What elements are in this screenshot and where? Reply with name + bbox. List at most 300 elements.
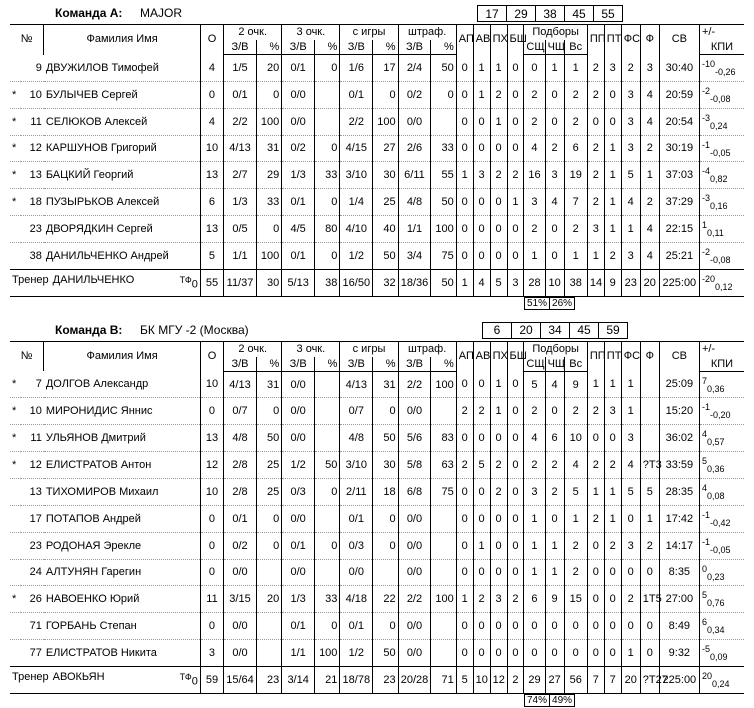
player-fg3p — [315, 108, 340, 135]
player-fg2: 2/2 — [224, 108, 257, 135]
total-vs: 56 — [564, 666, 587, 693]
kpi-value: -0,42 — [709, 517, 731, 528]
total-kpi — [699, 666, 744, 693]
player-kpi — [699, 55, 744, 82]
quarter-score: 45 — [569, 322, 599, 339]
player-px: 2 — [490, 162, 507, 189]
total-kpi — [699, 269, 744, 296]
table-row — [10, 135, 744, 162]
table-row — [10, 189, 744, 216]
player-chsh: 1 — [545, 559, 564, 586]
player-pp: 1 — [587, 478, 604, 505]
player-ftp: 50 — [431, 55, 456, 82]
player-av: 2 — [473, 586, 490, 613]
quarter-score: 55 — [593, 5, 623, 22]
technical-fouls-value: 0 — [191, 676, 198, 689]
player-pts: 0 — [200, 559, 223, 586]
table-row — [10, 640, 744, 667]
player-ftp: 50 — [431, 189, 456, 216]
player-fg: 0/1 — [340, 81, 373, 108]
kpi-value: -0,05 — [709, 147, 731, 158]
table-row — [10, 81, 744, 108]
player-f: 2 — [640, 135, 659, 162]
player-fg2p: 31 — [256, 135, 281, 162]
header-chsh: ЧЩ — [545, 357, 564, 372]
plus-minus-value: -4 — [701, 166, 710, 177]
kpi-value: 0,36 — [706, 383, 725, 394]
header-fg2-made-att: З/В — [224, 40, 257, 55]
player-fg3p: 0 — [315, 532, 340, 559]
coach-cell — [10, 666, 200, 693]
header-pt: ПТ — [604, 25, 621, 55]
player-px: 0 — [490, 216, 507, 243]
player-num: 71 — [21, 613, 44, 640]
player-kpi — [699, 532, 744, 559]
player-pt: 1 — [604, 189, 621, 216]
player-pts: 0 — [200, 81, 223, 108]
header-vs: Вс — [564, 40, 587, 55]
player-fg3p: 0 — [315, 189, 340, 216]
player-chsh: 4 — [545, 371, 564, 398]
player-fgp: 17 — [373, 55, 398, 82]
rebound-pct: 51% — [524, 297, 550, 310]
total-ap: 5 — [456, 666, 473, 693]
player-name: ЕЛИСТРАТОВ Антон — [44, 452, 201, 479]
header-ap: АП — [456, 25, 473, 55]
player-sch: 0 — [524, 55, 545, 82]
player-fg: 4/8 — [340, 425, 373, 452]
total-fgp: 32 — [373, 269, 398, 296]
plus-minus-value: 7 — [701, 375, 707, 386]
player-kpi — [699, 189, 744, 216]
player-ft: 0/0 — [398, 108, 431, 135]
player-f: 0 — [640, 613, 659, 640]
player-fg3: 0/0 — [282, 108, 315, 135]
player-pts: 13 — [200, 425, 223, 452]
player-fg3: 0/1 — [282, 532, 315, 559]
player-bsh: 0 — [507, 478, 524, 505]
player-vs: 7 — [564, 189, 587, 216]
player-fs: 1 — [621, 398, 640, 425]
player-fg2p: 0 — [256, 532, 281, 559]
player-av: 0 — [473, 613, 490, 640]
team-total-row — [10, 666, 744, 693]
player-name: КАРШУНОВ Григорий — [44, 135, 201, 162]
player-pts: 10 — [200, 371, 223, 398]
team-a-label: Команда A: — [55, 6, 123, 20]
player-px: 0 — [490, 242, 507, 269]
technical-fouls-value: 0 — [191, 279, 198, 291]
player-pts: 10 — [200, 478, 223, 505]
player-fs: 0 — [621, 559, 640, 586]
player-av: 0 — [473, 478, 490, 505]
player-fg3p: 80 — [315, 216, 340, 243]
team-b-pct-box — [524, 694, 574, 707]
player-star — [10, 532, 21, 559]
player-fg2p: 20 — [256, 586, 281, 613]
player-fg2: 0/0 — [224, 559, 257, 586]
rebound-pct: 49% — [549, 694, 575, 707]
total-kpi-value: 0,24 — [711, 678, 730, 689]
header-vs: Вс — [564, 357, 587, 372]
player-pp: 2 — [587, 398, 604, 425]
player-kpi — [699, 478, 744, 505]
player-sv: 17:42 — [659, 505, 699, 532]
player-f: 4 — [640, 216, 659, 243]
player-name: ДВОРЯДКИН Сергей — [44, 216, 201, 243]
player-name: ТИХОМИРОВ Михаил — [44, 478, 201, 505]
player-pt: 0 — [604, 108, 621, 135]
player-fg3: 1/2 — [282, 452, 315, 479]
player-fg: 4/13 — [340, 371, 373, 398]
player-fg2: 2/8 — [224, 478, 257, 505]
total-fg: 16/50 — [340, 269, 373, 296]
player-bsh: 0 — [507, 613, 524, 640]
header-sv: СВ — [659, 341, 699, 371]
player-fg2p: 29 — [256, 162, 281, 189]
header-pts: О — [200, 341, 223, 371]
player-f: 2 — [640, 189, 659, 216]
rebound-pct: 26% — [549, 297, 575, 310]
player-bsh: 0 — [507, 108, 524, 135]
player-vs: 4 — [564, 452, 587, 479]
header-fg2-made-att: З/В — [224, 357, 257, 372]
player-fg3: 0/0 — [282, 371, 315, 398]
total-f: ?T27 — [640, 666, 659, 693]
player-kpi — [699, 135, 744, 162]
table-row — [10, 613, 744, 640]
player-fs: 3 — [621, 242, 640, 269]
player-sv: 37:03 — [659, 162, 699, 189]
player-pt: 3 — [604, 398, 621, 425]
player-px: 0 — [490, 135, 507, 162]
player-f — [640, 371, 659, 398]
player-ftp: 75 — [431, 242, 456, 269]
player-px: 0 — [490, 559, 507, 586]
player-fg3p: 0 — [315, 478, 340, 505]
player-bsh: 0 — [507, 452, 524, 479]
player-pts: 13 — [200, 162, 223, 189]
player-fg: 4/10 — [340, 216, 373, 243]
player-sv: 14:17 — [659, 532, 699, 559]
player-pp: 0 — [587, 613, 604, 640]
player-sv: 28:35 — [659, 478, 699, 505]
player-pts: 4 — [200, 108, 223, 135]
player-av: 0 — [473, 135, 490, 162]
player-ft: 6/8 — [398, 478, 431, 505]
player-num: 10 — [21, 398, 44, 425]
player-kpi — [699, 162, 744, 189]
player-sch: 1 — [524, 242, 545, 269]
player-ftp — [431, 398, 456, 425]
header-rebounds: Подборы — [524, 341, 587, 357]
player-pp: 2 — [587, 505, 604, 532]
technical-fouls-label: ТФ — [179, 275, 192, 286]
total-pts: 59 — [200, 666, 223, 693]
header-bsh: БШ — [507, 341, 524, 371]
player-fgp: 25 — [373, 189, 398, 216]
player-ap: 0 — [456, 478, 473, 505]
player-fg3: 0/1 — [282, 613, 315, 640]
player-fs: 3 — [621, 108, 640, 135]
player-fg: 1/6 — [340, 55, 373, 82]
player-name: БУЛЫЧЕВ Сергей — [44, 81, 201, 108]
player-pts: 0 — [200, 398, 223, 425]
player-chsh: 0 — [545, 216, 564, 243]
player-star — [10, 55, 21, 82]
player-fg2: 0/5 — [224, 216, 257, 243]
total-pp: 7 — [587, 666, 604, 693]
player-sch: 0 — [524, 613, 545, 640]
total-fg2: 15/64 — [224, 666, 257, 693]
player-sv: 8:35 — [659, 559, 699, 586]
player-px: 0 — [490, 613, 507, 640]
total-fg3p: 21 — [315, 666, 340, 693]
player-name: БАЦКИЙ Георгий — [44, 162, 201, 189]
header-pt: ПТ — [604, 341, 621, 371]
player-num: 17 — [21, 505, 44, 532]
player-star: * — [10, 452, 21, 479]
player-ftp — [431, 505, 456, 532]
player-ap: 0 — [456, 55, 473, 82]
table-row — [10, 371, 744, 398]
header-pp: ПП — [587, 341, 604, 371]
player-vs: 19 — [564, 162, 587, 189]
table-row — [10, 55, 744, 82]
player-name: УЛЬЯНОВ Дмитрий — [44, 425, 201, 452]
player-ap: 0 — [456, 613, 473, 640]
player-ap: 1 — [456, 162, 473, 189]
player-f: 3 — [640, 55, 659, 82]
player-fg: 1/2 — [340, 242, 373, 269]
player-fg3: 0/1 — [282, 242, 315, 269]
player-fg2p: 0 — [256, 81, 281, 108]
total-fgp: 23 — [373, 666, 398, 693]
player-pts: 12 — [200, 452, 223, 479]
player-f: 0 — [640, 559, 659, 586]
header-ap: АП — [456, 341, 473, 371]
header-pts: О — [200, 25, 223, 55]
player-kpi — [699, 371, 744, 398]
total-fg2p: 30 — [256, 269, 281, 296]
plus-minus-value: 5 — [701, 590, 707, 601]
plus-minus-value: -1 — [701, 139, 710, 150]
player-px: 1 — [490, 108, 507, 135]
player-name: МИРОНИДИС Яннис — [44, 398, 201, 425]
player-fg2: 0/2 — [224, 532, 257, 559]
player-ft: 2/6 — [398, 135, 431, 162]
player-kpi — [699, 108, 744, 135]
player-bsh: 0 — [507, 425, 524, 452]
player-pt: 1 — [604, 162, 621, 189]
player-sv: 27:00 — [659, 586, 699, 613]
player-bsh: 0 — [507, 640, 524, 667]
player-fs: 4 — [621, 452, 640, 479]
player-ftp — [431, 532, 456, 559]
player-fgp: 30 — [373, 162, 398, 189]
player-vs: 2 — [564, 398, 587, 425]
player-px: 1 — [490, 371, 507, 398]
player-fg3: 0/1 — [282, 55, 315, 82]
player-pt: 1 — [604, 371, 621, 398]
player-av: 0 — [473, 371, 490, 398]
player-fg2p: 31 — [256, 371, 281, 398]
player-sch: 2 — [524, 108, 545, 135]
player-pp: 0 — [587, 559, 604, 586]
player-name: ДВУЖИЛОВ Тимофей — [44, 55, 201, 82]
player-fg2p: 50 — [256, 425, 281, 452]
player-ft: 6/11 — [398, 162, 431, 189]
player-bsh: 0 — [507, 559, 524, 586]
player-pt: 0 — [604, 425, 621, 452]
player-num: 11 — [21, 108, 44, 135]
player-pt: 2 — [604, 452, 621, 479]
player-av: 0 — [473, 640, 490, 667]
player-sch: 4 — [524, 135, 545, 162]
player-ap: 0 — [456, 640, 473, 667]
player-fg3p — [315, 81, 340, 108]
player-bsh: 0 — [507, 371, 524, 398]
header-fg: с игры — [340, 341, 398, 357]
total-pp: 14 — [587, 269, 604, 296]
header-kpi: КПИ — [699, 40, 744, 55]
player-chsh: 0 — [545, 242, 564, 269]
player-bsh: 0 — [507, 81, 524, 108]
player-fg2: 0/0 — [224, 640, 257, 667]
player-kpi — [699, 452, 744, 479]
player-num: 12 — [21, 452, 44, 479]
player-pp: 1 — [587, 242, 604, 269]
player-pt: 0 — [604, 559, 621, 586]
player-fg: 1/4 — [340, 189, 373, 216]
kpi-value: -0,08 — [709, 93, 731, 104]
player-fg2p: 25 — [256, 478, 281, 505]
team-a-stats-table — [10, 24, 744, 297]
player-ft: 0/0 — [398, 613, 431, 640]
player-fg: 0/7 — [340, 398, 373, 425]
player-star — [10, 640, 21, 667]
header-fg3-pct: % — [315, 40, 340, 55]
player-ft: 2/2 — [398, 371, 431, 398]
player-sv: 37:29 — [659, 189, 699, 216]
player-ftp: 83 — [431, 425, 456, 452]
player-f: 1T5 — [640, 586, 659, 613]
player-star: * — [10, 108, 21, 135]
player-fg3p — [315, 371, 340, 398]
player-fgp: 0 — [373, 532, 398, 559]
kpi-value: -0,26 — [714, 66, 736, 77]
player-num: 13 — [21, 162, 44, 189]
player-av: 0 — [473, 505, 490, 532]
coach-cell — [10, 269, 200, 296]
player-vs: 2 — [564, 532, 587, 559]
header-av: АВ — [473, 25, 490, 55]
kpi-value: 0,76 — [706, 598, 725, 609]
player-ftp: 75 — [431, 478, 456, 505]
player-sch: 1 — [524, 532, 545, 559]
header-ft-made-att: З/В — [398, 357, 431, 372]
player-kpi — [699, 242, 744, 269]
header-chsh: ЧЩ — [545, 40, 564, 55]
player-ap: 0 — [456, 505, 473, 532]
player-px: 0 — [490, 532, 507, 559]
table-row — [10, 242, 744, 269]
player-px: 0 — [490, 189, 507, 216]
total-ftp: 71 — [431, 666, 456, 693]
player-fg2: 4/8 — [224, 425, 257, 452]
player-ftp: 0 — [431, 81, 456, 108]
header-plus-minus: +/- — [699, 341, 744, 357]
player-fg2: 0/1 — [224, 505, 257, 532]
player-vs: 2 — [564, 81, 587, 108]
player-fg3: 1/3 — [282, 586, 315, 613]
player-kpi — [699, 425, 744, 452]
header-fg: с игры — [340, 25, 398, 41]
player-ap: 0 — [456, 559, 473, 586]
header-fg3-made-att: З/В — [282, 40, 315, 55]
total-bsh: 3 — [507, 269, 524, 296]
player-ap: 0 — [456, 216, 473, 243]
team-b-header — [0, 317, 754, 341]
player-star: * — [10, 398, 21, 425]
quarter-score: 6 — [482, 322, 512, 339]
player-fg2p — [256, 559, 281, 586]
kpi-value: -0,05 — [709, 544, 731, 555]
total-vs: 38 — [564, 269, 587, 296]
team-b-stats-table — [10, 341, 744, 694]
player-name: СЕЛЮКОВ Алексей — [44, 108, 201, 135]
player-pt: 1 — [604, 216, 621, 243]
player-bsh: 0 — [507, 55, 524, 82]
player-fg2p: 25 — [256, 452, 281, 479]
player-pp: 2 — [587, 135, 604, 162]
total-sv: 225:00 — [659, 269, 699, 296]
player-fg: 3/10 — [340, 452, 373, 479]
player-fg: 2/2 — [340, 108, 373, 135]
player-f — [640, 425, 659, 452]
player-f: 5 — [640, 478, 659, 505]
player-pts: 4 — [200, 55, 223, 82]
player-pt: 2 — [604, 242, 621, 269]
player-name: ДАНИЛЬЧЕНКО Андрей — [44, 242, 201, 269]
player-num: 7 — [21, 371, 44, 398]
player-bsh: 0 — [507, 242, 524, 269]
player-fg2p: 0 — [256, 216, 281, 243]
header-fg2: 2 очк. — [224, 25, 282, 41]
total-chsh: 10 — [545, 269, 564, 296]
quarter-score: 29 — [506, 5, 536, 22]
player-fg3p: 33 — [315, 162, 340, 189]
coach-label: Тренер — [12, 671, 49, 684]
kpi-value: 0,82 — [709, 174, 728, 185]
table-row — [10, 505, 744, 532]
player-av: 0 — [473, 559, 490, 586]
player-pp: 2 — [587, 189, 604, 216]
player-pt: 1 — [604, 135, 621, 162]
player-fs: 1 — [621, 640, 640, 667]
player-kpi — [699, 613, 744, 640]
player-ft: 0/0 — [398, 505, 431, 532]
player-av: 5 — [473, 452, 490, 479]
header-fg-made-att: З/В — [340, 40, 373, 55]
plus-minus-value: 4 — [701, 482, 707, 493]
player-star: * — [10, 189, 21, 216]
player-av: 0 — [473, 216, 490, 243]
player-num: 18 — [21, 189, 44, 216]
player-pp: 2 — [587, 55, 604, 82]
header-ft: штраф. — [398, 341, 456, 357]
player-name: НАВОЕНКО Юрий — [44, 586, 201, 613]
